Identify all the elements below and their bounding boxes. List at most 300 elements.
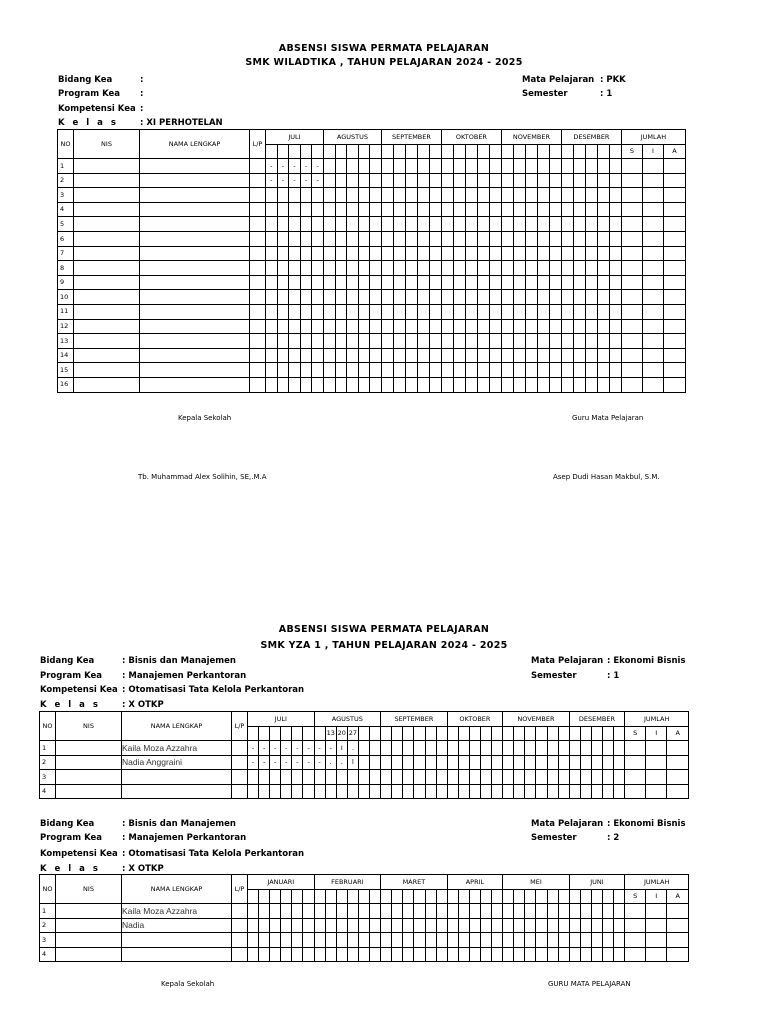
attendance-cell: [621, 173, 642, 188]
attendance-cell: [537, 159, 549, 174]
row-nis: [56, 784, 122, 799]
attendance-cell: [441, 377, 453, 392]
attendance-cell: [336, 947, 347, 962]
attendance-cell: [547, 933, 558, 948]
attendance-cell: [525, 290, 537, 305]
attendance-cell: I: [336, 741, 347, 756]
attendance-cell: [335, 290, 347, 305]
sheet1-kelas-value: : XI PERHOTELAN: [140, 118, 223, 128]
row-nama: Nadia Anggraini: [122, 755, 232, 770]
attendance-cell: [381, 348, 393, 363]
attendance-cell: [414, 741, 425, 756]
header-row: [40, 875, 689, 890]
attendance-cell: [585, 246, 597, 261]
row-nama: [140, 173, 250, 188]
attendance-cell: [501, 217, 513, 232]
attendance-cell: [489, 217, 501, 232]
attendance-cell: [465, 334, 477, 349]
attendance-cell: [323, 159, 335, 174]
attendance-cell: [277, 334, 289, 349]
table-row: [40, 741, 689, 756]
attendance-cell: [312, 348, 324, 363]
attendance-cell: [513, 188, 525, 203]
sheet1-title: ABSENSI SISWA PERMATA PELAJARAN: [278, 43, 490, 54]
sheet1-guru-label: Guru Mata Pelajaran: [572, 414, 644, 422]
attendance-cell: [300, 363, 312, 378]
attendance-cell: [417, 319, 429, 334]
sheet3-program-label: Program Kea: [40, 833, 103, 843]
attendance-cell: [358, 933, 369, 948]
attendance-cell: [393, 290, 405, 305]
attendance-cell: .: [347, 741, 358, 756]
attendance-cell: [370, 377, 382, 392]
attendance-cell: [441, 202, 453, 217]
attendance-cell: [405, 159, 417, 174]
attendance-cell: [300, 348, 312, 363]
date-cell: [525, 889, 536, 904]
attendance-cell: [547, 918, 558, 933]
attendance-cell: [585, 275, 597, 290]
attendance-cell: [405, 275, 417, 290]
attendance-cell: [392, 918, 403, 933]
attendance-cell: [405, 304, 417, 319]
attendance-cell: [436, 947, 447, 962]
attendance-cell: [569, 918, 580, 933]
attendance-cell: [621, 334, 642, 349]
attendance-cell: [370, 275, 382, 290]
attendance-cell: [441, 319, 453, 334]
header-row: [40, 712, 689, 727]
attendance-cell: [266, 334, 278, 349]
attendance-cell: [609, 363, 621, 378]
sheet2-kompetensi-label: Kompetensi Kea: [40, 685, 118, 695]
attendance-cell: [405, 188, 417, 203]
attendance-cell: [323, 188, 335, 203]
attendance-cell: [266, 217, 278, 232]
row-no: 9: [58, 275, 74, 290]
attendance-cell: [429, 275, 441, 290]
date-cell: [547, 889, 558, 904]
date-cell: [266, 144, 278, 159]
row-nis: [74, 202, 140, 217]
attendance-cell: [465, 304, 477, 319]
attendance-cell: [300, 231, 312, 246]
row-nama: [140, 377, 250, 392]
attendance-cell: [646, 933, 667, 948]
attendance-cell: [469, 741, 480, 756]
attendance-cell: l: [347, 755, 358, 770]
date-cell: [414, 889, 425, 904]
attendance-cell: [289, 275, 301, 290]
attendance-cell: [453, 275, 465, 290]
attendance-cell: [458, 784, 469, 799]
date-cell: [614, 726, 625, 741]
sheet3-kompetensi-value: : Otomatisasi Tata Kelola Perkantoran: [122, 849, 305, 859]
attendance-cell: [609, 348, 621, 363]
date-cell: [281, 889, 292, 904]
attendance-cell: [314, 918, 325, 933]
attendance-cell: [625, 770, 646, 785]
date-cell: [514, 726, 525, 741]
table-row: [40, 947, 689, 962]
attendance-cell: -: [281, 741, 292, 756]
header-jumlah: JUMLAH: [625, 875, 689, 890]
attendance-cell: [465, 348, 477, 363]
attendance-cell: -: [314, 755, 325, 770]
header-month: DESEMBER: [569, 712, 624, 727]
header-s: S: [625, 726, 646, 741]
attendance-cell: [477, 275, 489, 290]
table-row: [58, 348, 686, 363]
attendance-cell: [561, 246, 573, 261]
date-cell: [585, 144, 597, 159]
attendance-cell: [277, 261, 289, 276]
date-cell: 13: [325, 726, 336, 741]
row-nis: [56, 904, 122, 919]
row-lp: [232, 741, 248, 756]
row-no: 10: [58, 290, 74, 305]
sheet1-mapel-label: Mata Pelajaran: [522, 75, 595, 85]
attendance-cell: [425, 947, 436, 962]
attendance-cell: [370, 741, 381, 756]
attendance-cell: [453, 173, 465, 188]
attendance-cell: [489, 246, 501, 261]
date-cell: [392, 889, 403, 904]
attendance-cell: [325, 933, 336, 948]
attendance-cell: [536, 947, 547, 962]
attendance-cell: [561, 319, 573, 334]
attendance-cell: [323, 319, 335, 334]
attendance-cell: [477, 348, 489, 363]
sheet3-bidang-value: : Bisnis dan Manajemen: [122, 819, 236, 829]
sheet2-program-label: Program Kea: [40, 671, 103, 681]
attendance-cell: [277, 319, 289, 334]
date-cell: [492, 889, 503, 904]
attendance-cell: [609, 304, 621, 319]
attendance-cell: [336, 784, 347, 799]
attendance-cell: [405, 173, 417, 188]
row-nama: [140, 231, 250, 246]
attendance-cell: [403, 784, 414, 799]
attendance-cell: [513, 275, 525, 290]
attendance-cell: [312, 334, 324, 349]
attendance-cell: [336, 933, 347, 948]
row-lp: [250, 304, 266, 319]
attendance-cell: [441, 217, 453, 232]
attendance-cell: [597, 304, 609, 319]
row-nama: Nadia: [122, 918, 232, 933]
date-cell: [558, 726, 569, 741]
attendance-cell: [266, 188, 278, 203]
sheet1-guru-name: Asep Dudi Hasan Makbul, S.M.: [553, 473, 660, 481]
attendance-cell: [569, 770, 580, 785]
date-cell: [289, 144, 301, 159]
attendance-cell: [597, 173, 609, 188]
attendance-cell: [358, 784, 369, 799]
attendance-cell: [501, 188, 513, 203]
attendance-cell: [323, 217, 335, 232]
row-nama: [140, 246, 250, 261]
attendance-cell: [549, 261, 561, 276]
attendance-cell: [314, 904, 325, 919]
attendance-cell: [513, 348, 525, 363]
date-cell: [403, 726, 414, 741]
attendance-cell: [281, 770, 292, 785]
attendance-cell: [312, 275, 324, 290]
attendance-cell: [381, 304, 393, 319]
attendance-cell: [323, 202, 335, 217]
attendance-cell: [503, 904, 514, 919]
attendance-cell: [335, 217, 347, 232]
date-cell: [425, 889, 436, 904]
attendance-cell: [425, 755, 436, 770]
attendance-cell: [289, 319, 301, 334]
attendance-cell: [646, 904, 667, 919]
attendance-cell: -: [300, 173, 312, 188]
attendance-cell: [547, 770, 558, 785]
sheet3-semester-value: : 2: [607, 833, 620, 843]
attendance-cell: [325, 947, 336, 962]
attendance-cell: [358, 319, 370, 334]
sheet1-semester-label: Semester: [522, 89, 568, 99]
attendance-cell: [358, 304, 370, 319]
sheet1-kompetensi-label: Kompetensi Kea: [58, 104, 136, 114]
attendance-cell: [501, 348, 513, 363]
attendance-cell: [621, 231, 642, 246]
attendance-cell: [513, 246, 525, 261]
row-nis: [74, 304, 140, 319]
sheet1-program-label: Program Kea: [58, 89, 121, 99]
header-a: A: [663, 144, 685, 159]
attendance-cell: [667, 947, 689, 962]
attendance-cell: [453, 304, 465, 319]
attendance-cell: [347, 770, 358, 785]
attendance-cell: [614, 741, 625, 756]
attendance-cell: [569, 904, 580, 919]
attendance-cell: [609, 231, 621, 246]
attendance-cell: [547, 741, 558, 756]
row-nama: [122, 770, 232, 785]
attendance-cell: [441, 231, 453, 246]
attendance-cell: [335, 304, 347, 319]
date-cell: [436, 726, 447, 741]
attendance-cell: [489, 275, 501, 290]
attendance-cell: [335, 319, 347, 334]
attendance-cell: [425, 741, 436, 756]
attendance-cell: [347, 261, 359, 276]
attendance-cell: [537, 202, 549, 217]
attendance-cell: [393, 246, 405, 261]
attendance-cell: [642, 188, 663, 203]
date-cell: [281, 726, 292, 741]
attendance-cell: [358, 290, 370, 305]
header-no: NO: [58, 130, 74, 159]
attendance-cell: [453, 159, 465, 174]
attendance-cell: [417, 377, 429, 392]
attendance-cell: [465, 159, 477, 174]
attendance-cell: [292, 904, 303, 919]
attendance-cell: [358, 188, 370, 203]
attendance-cell: [381, 755, 392, 770]
row-lp: [250, 246, 266, 261]
attendance-cell: [477, 202, 489, 217]
attendance-cell: [501, 290, 513, 305]
row-nis: [74, 334, 140, 349]
date-cell: [370, 144, 382, 159]
attendance-cell: [489, 304, 501, 319]
attendance-cell: [312, 319, 324, 334]
header-a: A: [667, 726, 689, 741]
attendance-cell: [642, 304, 663, 319]
attendance-cell: [514, 784, 525, 799]
attendance-cell: -: [248, 755, 259, 770]
attendance-cell: [323, 348, 335, 363]
attendance-cell: [536, 741, 547, 756]
attendance-cell: [480, 755, 491, 770]
attendance-cell: [501, 334, 513, 349]
attendance-cell: [492, 784, 503, 799]
attendance-cell: [480, 947, 491, 962]
attendance-cell: [603, 755, 614, 770]
attendance-cell: [561, 348, 573, 363]
attendance-cell: [312, 202, 324, 217]
attendance-cell: [465, 231, 477, 246]
row-no: 14: [58, 348, 74, 363]
attendance-cell: [558, 770, 569, 785]
attendance-cell: [514, 947, 525, 962]
attendance-cell: [292, 918, 303, 933]
attendance-cell: [525, 770, 536, 785]
attendance-cell: [465, 319, 477, 334]
attendance-cell: [403, 755, 414, 770]
attendance-cell: -: [270, 755, 281, 770]
attendance-cell: [561, 275, 573, 290]
row-lp: [250, 319, 266, 334]
attendance-cell: [477, 261, 489, 276]
row-nama: [140, 261, 250, 276]
date-cell: [381, 144, 393, 159]
attendance-cell: [405, 290, 417, 305]
row-no: 3: [40, 770, 56, 785]
attendance-cell: [303, 770, 314, 785]
attendance-cell: [603, 947, 614, 962]
attendance-cell: [663, 348, 685, 363]
attendance-cell: [642, 173, 663, 188]
attendance-cell: [603, 770, 614, 785]
attendance-cell: [281, 933, 292, 948]
header-nis: NIS: [56, 875, 122, 904]
attendance-cell: [585, 319, 597, 334]
attendance-cell: [492, 741, 503, 756]
attendance-cell: [489, 348, 501, 363]
attendance-cell: [289, 348, 301, 363]
attendance-cell: [405, 334, 417, 349]
attendance-cell: -: [292, 741, 303, 756]
attendance-cell: [561, 159, 573, 174]
attendance-cell: [597, 231, 609, 246]
attendance-cell: [580, 933, 591, 948]
row-no: 6: [58, 231, 74, 246]
attendance-cell: [663, 363, 685, 378]
attendance-cell: [614, 904, 625, 919]
attendance-cell: [414, 933, 425, 948]
attendance-cell: [429, 231, 441, 246]
attendance-cell: [609, 202, 621, 217]
attendance-cell: [573, 261, 585, 276]
row-nis: [74, 246, 140, 261]
attendance-cell: [447, 770, 458, 785]
attendance-cell: [429, 246, 441, 261]
attendance-cell: [525, 918, 536, 933]
attendance-cell: -: [289, 159, 301, 174]
attendance-cell: [573, 304, 585, 319]
date-cell: [580, 726, 591, 741]
attendance-cell: [453, 188, 465, 203]
attendance-cell: [277, 348, 289, 363]
attendance-cell: [266, 319, 278, 334]
attendance-cell: [477, 188, 489, 203]
attendance-cell: [561, 363, 573, 378]
attendance-cell: [425, 904, 436, 919]
attendance-cell: [312, 304, 324, 319]
attendance-cell: [266, 231, 278, 246]
attendance-cell: [370, 202, 382, 217]
attendance-cell: [477, 159, 489, 174]
attendance-cell: [300, 275, 312, 290]
attendance-cell: [425, 918, 436, 933]
sheet2-bidang-value: : Bisnis dan Manajemen: [122, 656, 236, 666]
attendance-cell: [370, 304, 382, 319]
attendance-cell: [381, 334, 393, 349]
attendance-cell: [609, 188, 621, 203]
date-cell: [591, 726, 602, 741]
sheet3-mapel-label: Mata Pelajaran: [531, 819, 604, 829]
attendance-cell: [429, 261, 441, 276]
attendance-cell: [609, 159, 621, 174]
row-nis: [56, 741, 122, 756]
attendance-cell: [501, 304, 513, 319]
attendance-cell: [347, 363, 359, 378]
attendance-cell: [417, 231, 429, 246]
attendance-cell: [492, 933, 503, 948]
header-month: SEPTEMBER: [381, 712, 448, 727]
attendance-cell: [370, 363, 382, 378]
attendance-cell: [358, 918, 369, 933]
header-month: FEBRUARI: [314, 875, 381, 890]
attendance-cell: [392, 784, 403, 799]
attendance-cell: [447, 784, 458, 799]
row-nis: [56, 933, 122, 948]
attendance-cell: [436, 933, 447, 948]
attendance-cell: [314, 770, 325, 785]
attendance-cell: [277, 188, 289, 203]
attendance-cell: [347, 202, 359, 217]
attendance-cell: [289, 246, 301, 261]
attendance-cell: [609, 334, 621, 349]
sheet3-bidang-label: Bidang Kea: [40, 819, 95, 829]
attendance-cell: [458, 918, 469, 933]
attendance-cell: [417, 173, 429, 188]
date-cell: [381, 726, 392, 741]
attendance-cell: [558, 904, 569, 919]
attendance-cell: [425, 770, 436, 785]
attendance-cell: [525, 188, 537, 203]
header-no: NO: [40, 712, 56, 741]
attendance-cell: [469, 904, 480, 919]
attendance-cell: [536, 933, 547, 948]
attendance-cell: [603, 741, 614, 756]
attendance-cell: [447, 933, 458, 948]
